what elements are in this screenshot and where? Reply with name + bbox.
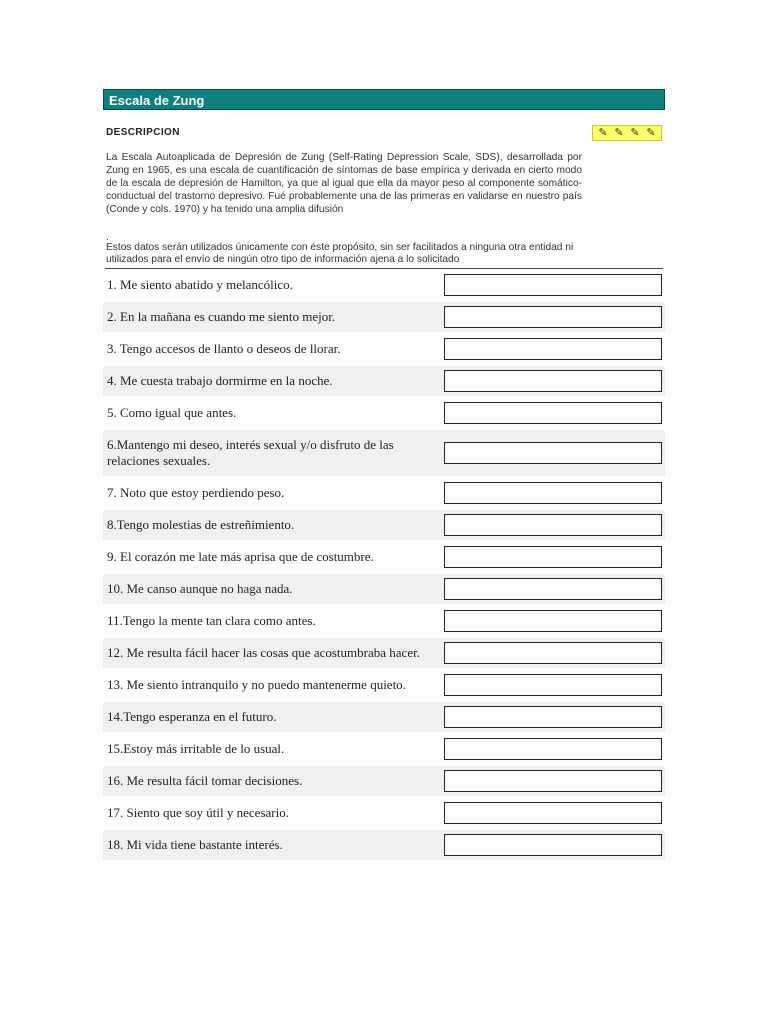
answer-field[interactable] [444,482,662,504]
question-row [103,398,665,428]
pencil-icon: ✎ [630,127,640,139]
question-row [103,302,665,332]
question-text: 3. Tengo accesos de llanto o deseos de llorar. [107,341,341,356]
answer-field[interactable] [444,642,662,664]
divider [105,268,663,269]
question-text: 2. En la mañana es cuando me siento mejor. [107,309,336,324]
question-text: 12. Me resulta fácil hacer las cosas que acostumbraba hacer. [107,645,420,660]
question-row [103,542,665,572]
question-row [103,606,665,636]
pencil-icon: ✎ [598,127,608,139]
question-text: 17. Siento que soy útil y necesario. [107,805,289,820]
answer-field[interactable] [444,578,662,600]
page-title: Escala de Zung [103,89,665,110]
answer-field[interactable] [444,770,662,792]
question-row [103,766,665,796]
question-text: 4. Me cuesta trabajo dormirme en la noche. [107,373,333,388]
answer-field[interactable] [444,674,662,696]
question-text: 15.Estoy más irritable de lo usual. [107,741,285,756]
question-row [103,270,665,300]
notice-marker: . [106,232,109,243]
question-list [103,270,665,860]
question-text: 18. Mi vida tiene bastante interés. [107,837,283,852]
question-text: 5. Como igual que antes. [107,405,237,420]
zung-form [103,89,665,862]
answer-field[interactable] [444,338,662,360]
question-row [103,734,665,764]
question-row [103,366,665,396]
answer-field[interactable] [444,370,662,392]
question-row [103,798,665,828]
difficulty-rating [592,125,662,141]
question-text: 6.Mantengo mi deseo, interés sexual y/o disfruto de las relaciones sexuales. [107,437,394,468]
privacy-notice [106,234,582,266]
answer-field[interactable] [444,706,662,728]
question-text: 9. El corazón me late más aprisa que de costumbre. [107,549,374,564]
answer-field[interactable] [444,802,662,824]
question-row [103,478,665,508]
question-text: 8.Tengo molestias de estreñimiento. [107,517,295,532]
question-text: 7. Noto que estoy perdiendo peso. [107,485,285,500]
question-row [103,638,665,668]
pencil-icon: ✎ [646,127,656,139]
description-header [103,127,665,149]
answer-field[interactable] [444,514,662,536]
question-row [103,510,665,540]
question-text: 10. Me canso aunque no haga nada. [107,581,293,596]
question-text: 14.Tengo esperanza en el futuro. [107,709,277,724]
description-heading: DESCRIPCION [106,127,180,138]
question-row [103,334,665,364]
description-text: La Escala Autoaplicada de Depresión de Zung (Self-Rating Depression Scale, SDS), desarrollada por Zung en 1965, es una escala de cuantificación de síntomas de base empírica y derivada en cierto modo de la escala de depresión de Hamilton, ya que al igual que ella da mayor peso al componente somático-conductual del trastorno depresivo. Fué probablemente una de las primeras en validarse en nuestro país (Conde y cols. 1970) y ha tenido una amplia difusión [106,152,582,215]
answer-field[interactable] [444,738,662,760]
answer-field[interactable] [444,546,662,568]
notice-text: Estos datos serán utilizados únicamente con éste propósito, sin ser facilitados a ninguna otra entidad ni utilizados para el envío de ningún otro tipo de información ajena a lo solicitado [106,242,574,265]
question-text: 16. Me resulta fácil tomar decisiones. [107,773,303,788]
question-row [103,430,665,476]
question-row [103,574,665,604]
question-row [103,830,665,860]
answer-field[interactable] [444,442,662,464]
answer-field[interactable] [444,274,662,296]
answer-field[interactable] [444,306,662,328]
pencil-icon: ✎ [614,127,624,139]
question-row [103,702,665,732]
answer-field[interactable] [444,402,662,424]
question-row [103,670,665,700]
question-text: 1. Me siento abatido y melancólico. [107,277,293,292]
answer-field[interactable] [444,610,662,632]
answer-field[interactable] [444,834,662,856]
question-text: 13. Me siento intranquilo y no puedo mantenerme quieto. [107,677,406,692]
question-text: 11.Tengo la mente tan clara como antes. [107,613,316,628]
